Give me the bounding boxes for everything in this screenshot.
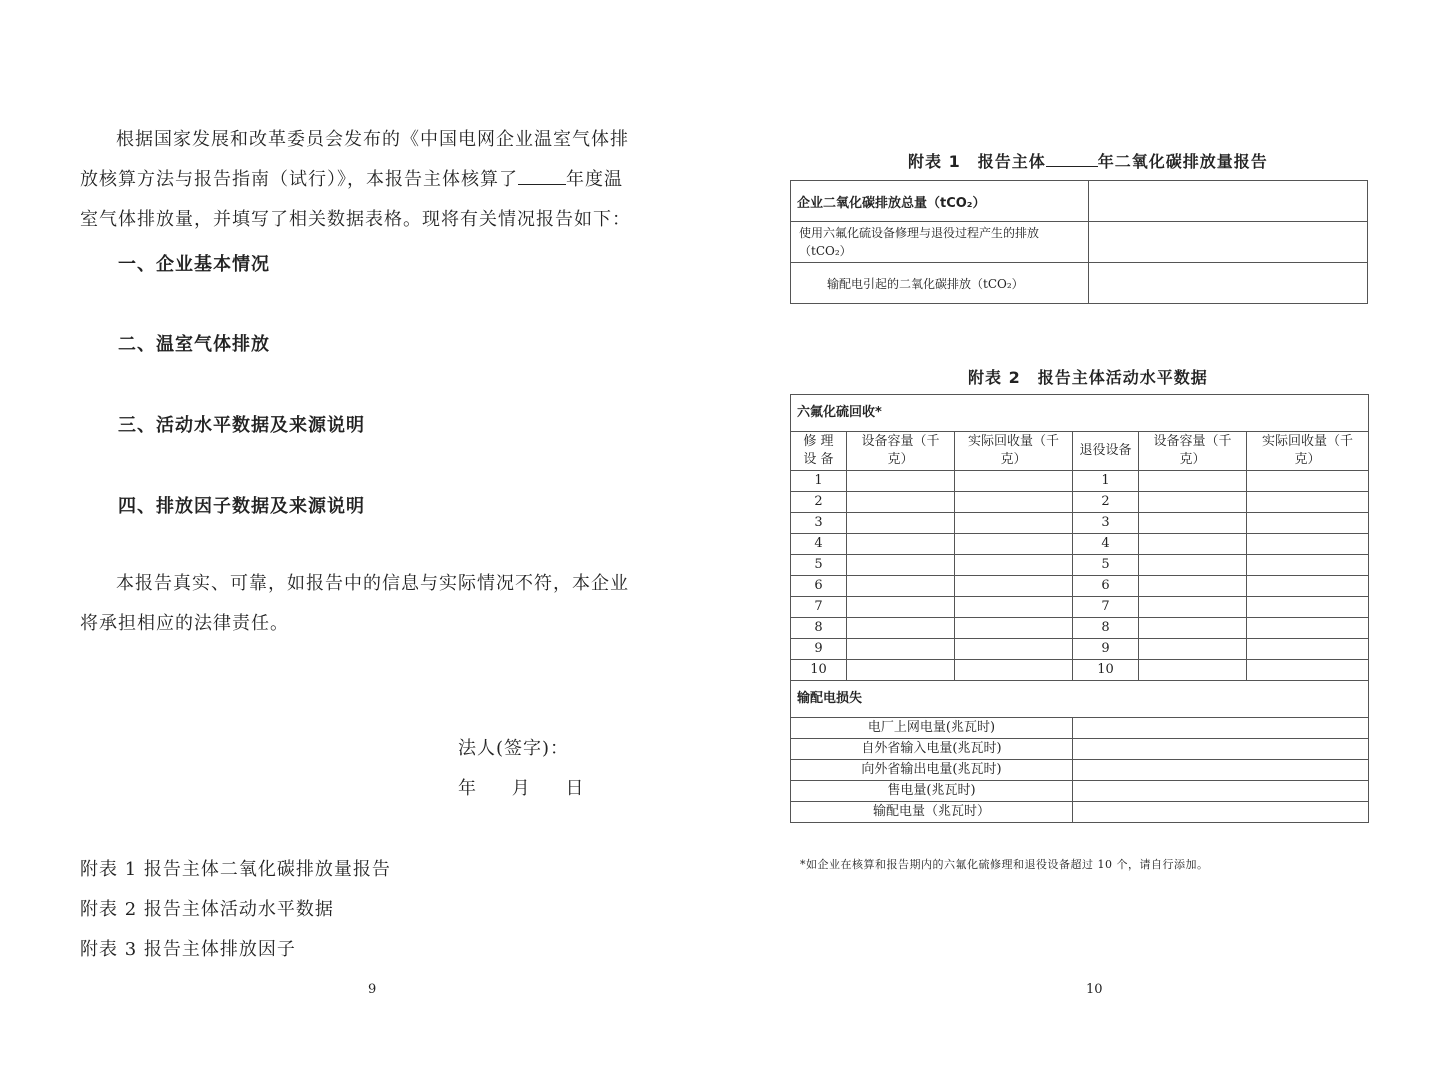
section-heading-2: 二、温室气体排放 — [118, 334, 270, 355]
repair-row-number: 4 — [791, 534, 847, 555]
section-heading-4: 四、排放因子数据及来源说明 — [118, 496, 365, 517]
table1-emissions — [790, 180, 1368, 304]
repair-row-number: 5 — [791, 555, 847, 576]
retired-recovered-cell — [1247, 576, 1369, 597]
declaration-line-1: 本报告真实、可靠，如报告中的信息与实际情况不符，本企业 — [116, 573, 629, 594]
intro-line-2b: 年度温 — [566, 169, 623, 190]
appendix-item-1: 附表 1 报告主体二氧化碳排放量报告 — [80, 859, 391, 880]
loss-value-cell — [1073, 760, 1369, 781]
repair-capacity-cell — [847, 513, 955, 534]
retired-row-number: 4 — [1073, 534, 1139, 555]
repair-recovered-cell — [955, 576, 1073, 597]
header-retired-equipment: 退役设备 — [1073, 432, 1139, 471]
retired-row-number: 3 — [1073, 513, 1139, 534]
repair-capacity-cell — [847, 534, 955, 555]
repair-row-number: 9 — [791, 639, 847, 660]
section-heading-3: 三、活动水平数据及来源说明 — [118, 415, 365, 436]
retired-capacity-cell — [1139, 513, 1247, 534]
signature-label: 法人(签字)： — [458, 738, 570, 759]
table1-label-total: 企业二氧化碳排放总量（tCO₂） — [791, 181, 1089, 222]
repair-recovered-cell — [955, 492, 1073, 513]
retired-capacity-cell — [1139, 555, 1247, 576]
repair-capacity-cell — [847, 639, 955, 660]
loss-value-cell — [1073, 781, 1369, 802]
repair-recovered-cell — [955, 597, 1073, 618]
intro-paragraph — [80, 120, 640, 240]
repair-row-number: 8 — [791, 618, 847, 639]
intro-line-2 — [80, 160, 640, 200]
intro-line-3: 室气体排放量，并填写了相关数据表格。现将有关情况报告如下： — [80, 209, 631, 230]
appendix-item-3: 附表 3 报告主体排放因子 — [80, 939, 296, 960]
loss-rows — [791, 718, 1369, 823]
table-row — [791, 802, 1369, 823]
loss-section-title: 输配电损失 — [791, 681, 1369, 718]
table-row — [791, 639, 1369, 660]
repair-recovered-cell — [955, 471, 1073, 492]
repair-capacity-cell — [847, 618, 955, 639]
repair-row-number: 10 — [791, 660, 847, 681]
retired-recovered-cell — [1247, 639, 1369, 660]
table-row — [791, 263, 1368, 304]
repair-capacity-cell — [847, 492, 955, 513]
table-row — [791, 660, 1369, 681]
table-row — [791, 681, 1369, 718]
table2-footnote: *如企业在核算和报告期内的六氟化硫修理和退役设备超过 10 个，请自行添加。 — [800, 858, 1209, 871]
table2-header-row — [791, 432, 1369, 471]
header-recovered-retired: 实际回收量（千克） — [1247, 432, 1369, 471]
table-row — [791, 739, 1369, 760]
intro-line-1: 根据国家发展和改革委员会发布的《中国电网企业温室气体排 — [116, 129, 629, 150]
retired-recovered-cell — [1247, 513, 1369, 534]
loss-value-cell — [1073, 802, 1369, 823]
date-month: 月 — [511, 778, 531, 799]
date-day: 日 — [565, 778, 585, 799]
repair-recovered-cell — [955, 660, 1073, 681]
retired-capacity-cell — [1139, 576, 1247, 597]
retired-row-number: 10 — [1073, 660, 1139, 681]
retired-row-number: 5 — [1073, 555, 1139, 576]
table-row — [791, 618, 1369, 639]
repair-recovered-cell — [955, 639, 1073, 660]
table-row — [791, 513, 1369, 534]
loss-row-label: 向外省输出电量(兆瓦时) — [791, 760, 1073, 781]
table-row — [791, 395, 1369, 432]
retired-row-number: 9 — [1073, 639, 1139, 660]
retired-recovered-cell — [1247, 534, 1369, 555]
repair-capacity-cell — [847, 576, 955, 597]
retired-recovered-cell — [1247, 597, 1369, 618]
loss-row-label: 输配电量（兆瓦时） — [791, 802, 1073, 823]
table-row — [791, 555, 1369, 576]
header-capacity-retired: 设备容量（千克） — [1139, 432, 1247, 471]
retired-capacity-cell — [1139, 639, 1247, 660]
retired-capacity-cell — [1139, 534, 1247, 555]
table-row — [791, 576, 1369, 597]
repair-capacity-cell — [847, 471, 955, 492]
table1-year-blank — [1046, 150, 1098, 167]
retired-recovered-cell — [1247, 618, 1369, 639]
page-number: 9 — [368, 982, 377, 997]
repair-recovered-cell — [955, 618, 1073, 639]
repair-row-number: 6 — [791, 576, 847, 597]
appendix-item-2: 附表 2 报告主体活动水平数据 — [80, 899, 334, 920]
repair-row-number: 1 — [791, 471, 847, 492]
declaration-line-2: 将承担相应的法律责任。 — [80, 613, 289, 634]
repair-row-number: 2 — [791, 492, 847, 513]
sf6-section-title: 六氟化硫回收* — [791, 395, 1369, 432]
retired-capacity-cell — [1139, 471, 1247, 492]
table-row — [791, 181, 1368, 222]
retired-capacity-cell — [1139, 618, 1247, 639]
date-year: 年 — [458, 778, 477, 799]
retired-recovered-cell — [1247, 555, 1369, 576]
retired-capacity-cell — [1139, 597, 1247, 618]
table1-caption — [908, 149, 1268, 172]
repair-row-number: 7 — [791, 597, 847, 618]
repair-recovered-cell — [955, 513, 1073, 534]
table-row — [791, 597, 1369, 618]
table-row — [791, 718, 1369, 739]
loss-row-label: 电厂上网电量(兆瓦时) — [791, 718, 1073, 739]
sf6-rows — [791, 471, 1369, 681]
header-recovered-repair: 实际回收量（千克） — [955, 432, 1073, 471]
retired-capacity-cell — [1139, 660, 1247, 681]
table2-activity-data — [790, 394, 1369, 823]
table1-value-cell — [1089, 222, 1368, 263]
retired-row-number: 8 — [1073, 618, 1139, 639]
retired-recovered-cell — [1247, 471, 1369, 492]
repair-capacity-cell — [847, 597, 955, 618]
signature-date — [458, 774, 612, 800]
table1-value-cell — [1089, 263, 1368, 304]
table-row — [791, 471, 1369, 492]
header-repair-equipment: 修 理 设 备 — [791, 432, 847, 471]
retired-row-number: 1 — [1073, 471, 1139, 492]
right-page — [720, 0, 1440, 1080]
table2-caption: 附表 2 报告主体活动水平数据 — [968, 368, 1208, 387]
loss-value-cell — [1073, 718, 1369, 739]
repair-recovered-cell — [955, 534, 1073, 555]
table-row — [791, 492, 1369, 513]
intro-line-2a: 放核算方法与报告指南（试行）》，本报告主体核算了 — [80, 169, 518, 190]
table-row — [791, 760, 1369, 781]
table-row — [791, 781, 1369, 802]
retired-recovered-cell — [1247, 660, 1369, 681]
repair-capacity-cell — [847, 660, 955, 681]
page-number: 10 — [1086, 982, 1103, 997]
year-blank — [518, 166, 566, 185]
retired-capacity-cell — [1139, 492, 1247, 513]
loss-row-label: 售电量(兆瓦时) — [791, 781, 1073, 802]
retired-row-number: 2 — [1073, 492, 1139, 513]
repair-row-number: 3 — [791, 513, 847, 534]
table1-label-transmission: 输配电引起的二氧化碳排放（tCO₂） — [791, 263, 1089, 304]
loss-row-label: 自外省输入电量(兆瓦时) — [791, 739, 1073, 760]
table1-caption-b: 年二氧化碳排放量报告 — [1097, 152, 1268, 171]
repair-recovered-cell — [955, 555, 1073, 576]
table-row — [791, 534, 1369, 555]
repair-capacity-cell — [847, 555, 955, 576]
retired-row-number: 7 — [1073, 597, 1139, 618]
loss-value-cell — [1073, 739, 1369, 760]
section-heading-1: 一、企业基本情况 — [118, 254, 270, 275]
table1-value-cell — [1089, 181, 1368, 222]
declaration-paragraph — [80, 564, 640, 644]
table1-caption-a: 附表 1 报告主体 — [908, 152, 1046, 171]
header-capacity-repair: 设备容量（千克） — [847, 432, 955, 471]
table-row — [791, 222, 1368, 263]
retired-row-number: 6 — [1073, 576, 1139, 597]
table1-label-sf6: 使用六氟化硫设备修理与退役过程产生的排放（tCO₂） — [791, 222, 1089, 263]
retired-recovered-cell — [1247, 492, 1369, 513]
